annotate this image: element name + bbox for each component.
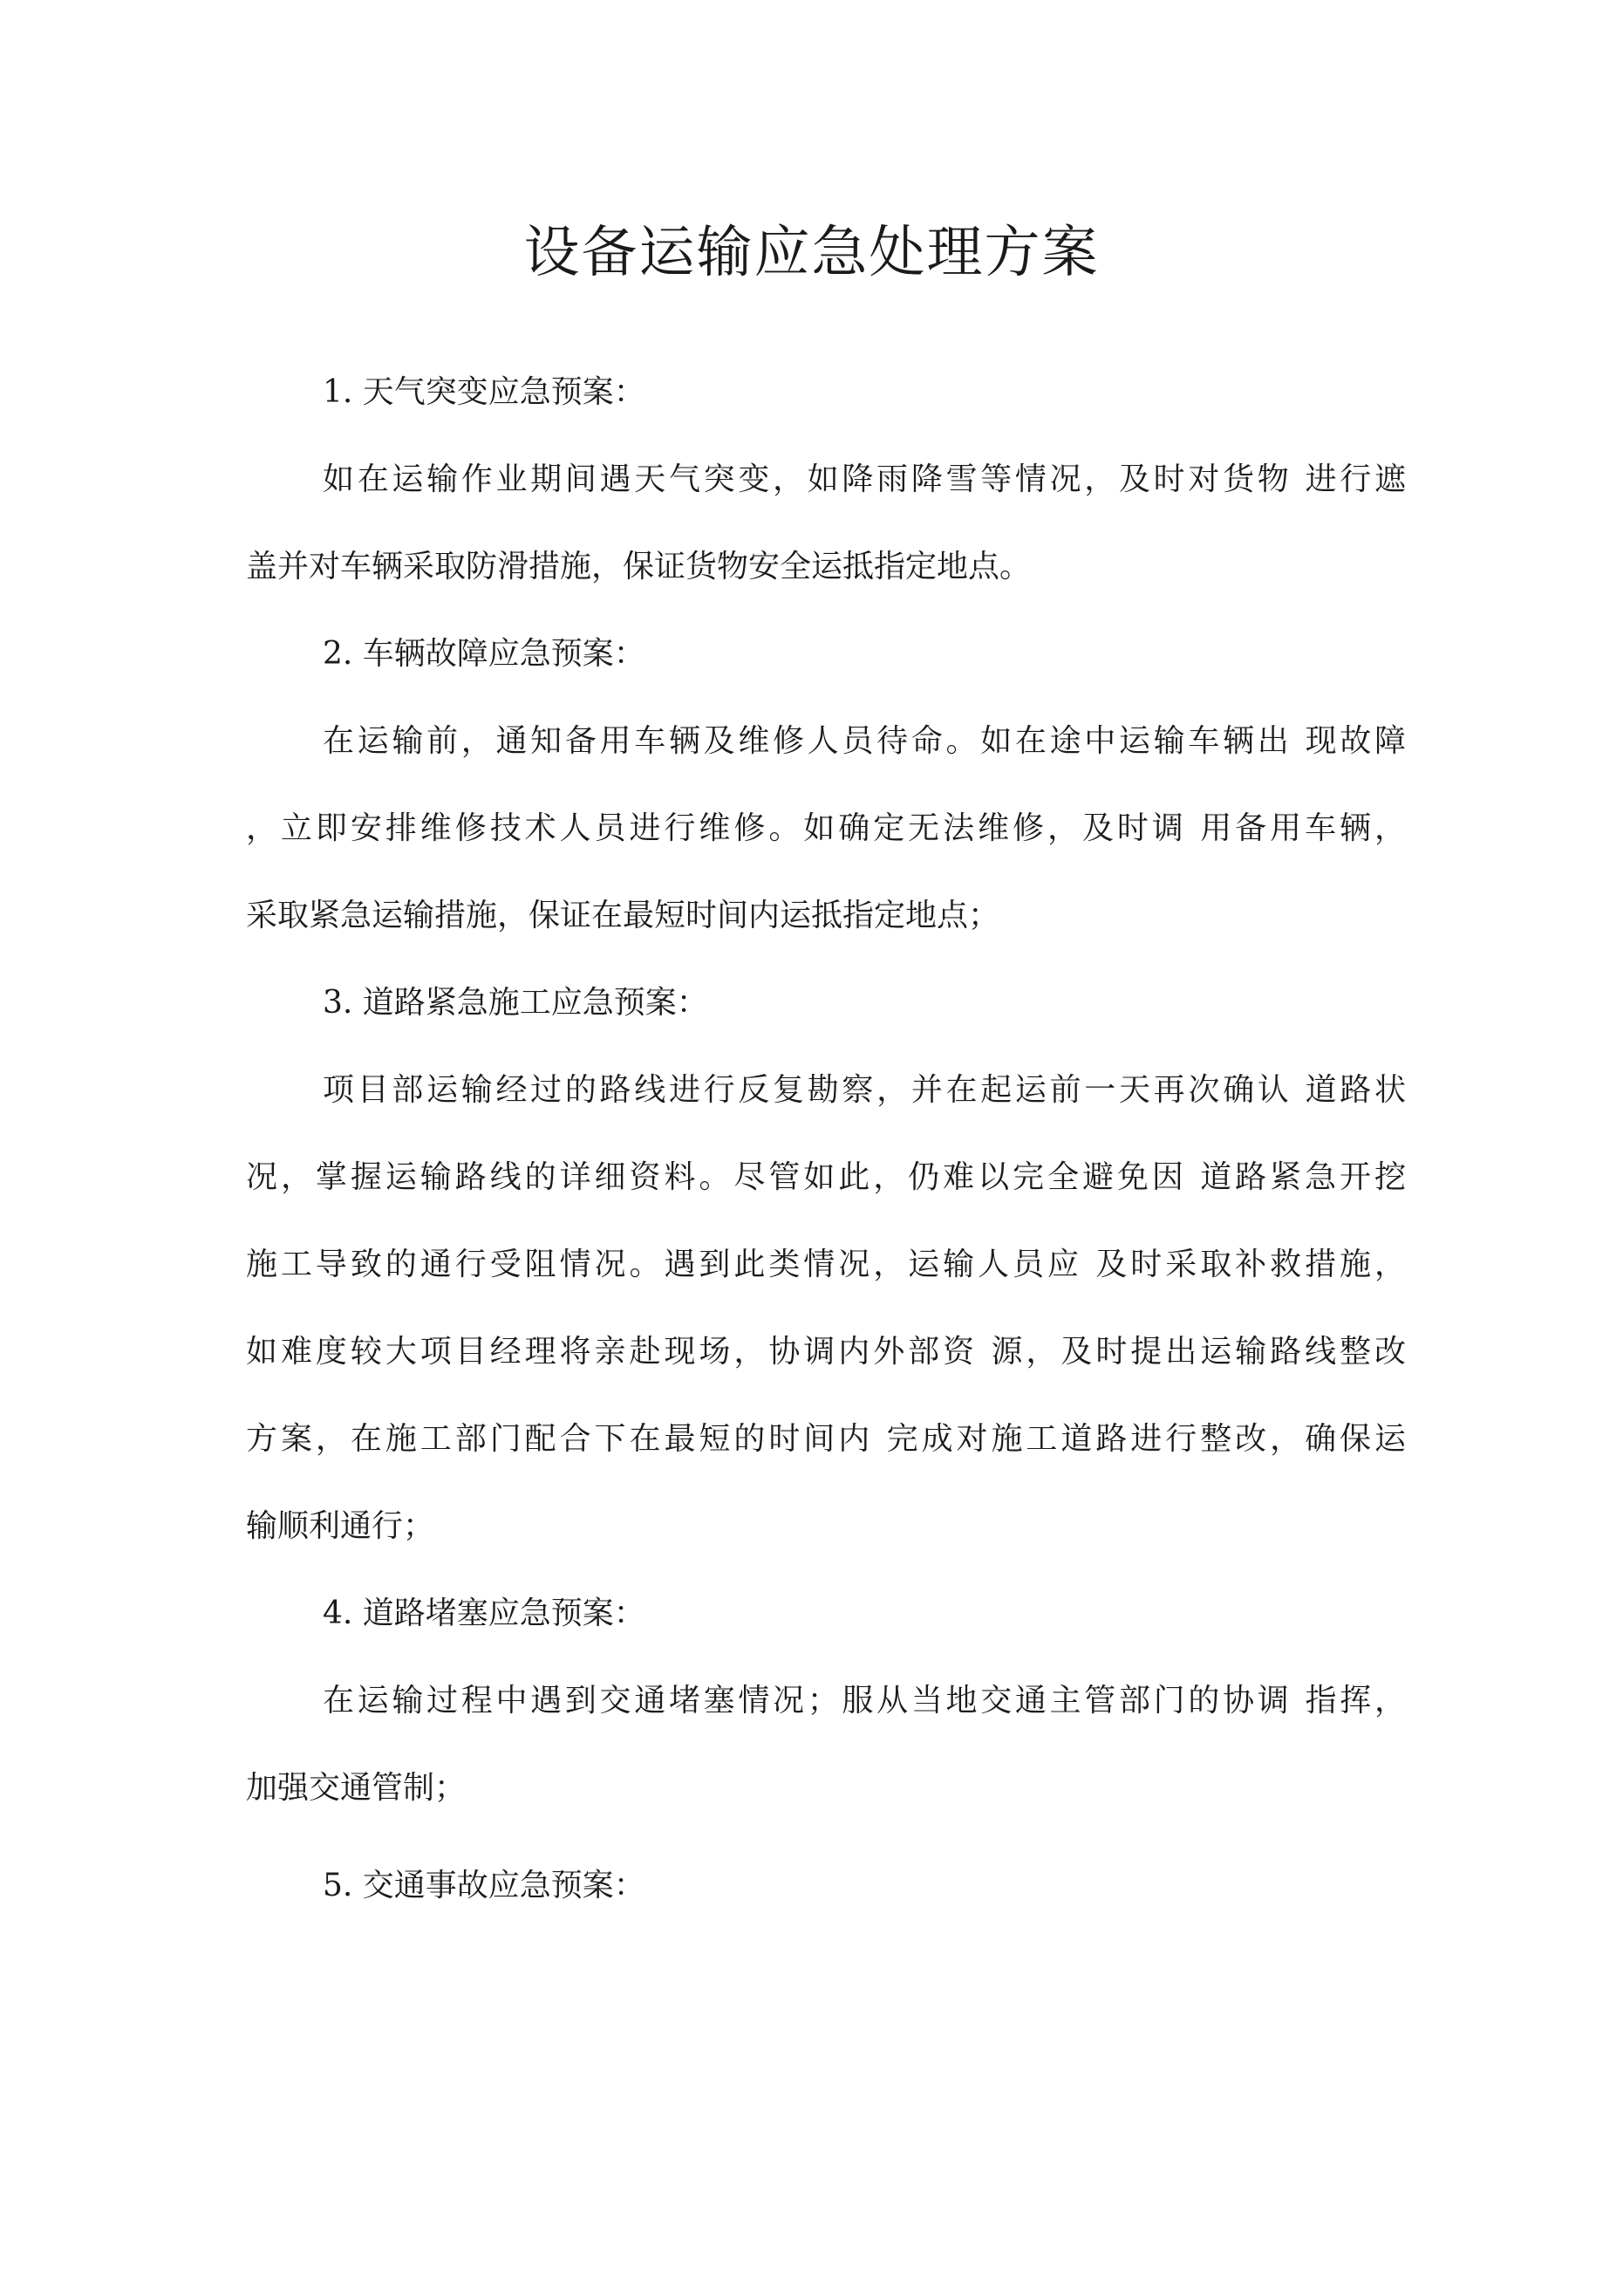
section-3-heading: [246, 960, 1406, 1047]
body-line: 在运输过程中遇到交通堵塞情况；服从当地交通主管部门的协调 指挥，: [323, 1683, 1406, 1719]
section-2-body: [246, 698, 1406, 960]
section-heading: 3. 道路紧急施工应急预案：: [323, 985, 708, 1021]
section-4-body: [246, 1657, 1406, 1832]
document-title: 设备运输应急处理方案: [523, 221, 1100, 285]
body-line: 在运输前，通知备用车辆及维修人员待命。如在途中运输车辆出 现故障: [323, 723, 1406, 759]
body-line: 加强交通管制；: [246, 1770, 467, 1806]
body-line: 盖并对车辆采取防滑措施，保证货物安全运抵指定地点。: [246, 549, 1032, 584]
section-heading: 1. 天气突变应急预案：: [323, 374, 645, 410]
section-heading: 2. 车辆故障应急预案：: [323, 636, 645, 672]
section-4-heading: [246, 1570, 1406, 1657]
section-heading: 5. 交通事故应急预案：: [323, 1868, 645, 1903]
body-line: 如在运输作业期间遇天气突变，如降雨降雪等情况，及时对货物 进行遮: [323, 461, 1406, 497]
body-line: 项目部运输经过的路线进行反复勘察，并在起运前一天再次确认 道路状: [323, 1072, 1406, 1108]
section-1-body: [246, 436, 1406, 611]
body-line: 输顺利通行；: [246, 1508, 435, 1544]
body-line: 如难度较大项目经理将亲赴现场，协调内外部资 源，及时提出运输路线整改: [246, 1334, 1406, 1370]
body-line: 方案，在施工部门配合下在最短的时间内 完成对施工道路进行整改，确保运: [246, 1421, 1406, 1457]
section-2-heading: [246, 611, 1406, 698]
section-1-heading: [246, 349, 1406, 436]
section-5-heading: [246, 1842, 1406, 1930]
body-line: 况，掌握运输路线的详细资料。尽管如此，仍难以完全避免因 道路紧急开挖: [246, 1159, 1406, 1195]
body-line: ，立即安排维修技术人员进行维修。如确定无法维修，及时调 用备用车辆，: [246, 810, 1406, 846]
section-heading: 4. 道路堵塞应急预案：: [323, 1596, 645, 1631]
section-3-body: [246, 1047, 1406, 1570]
body-line: 施工导致的通行受阻情况。遇到此类情况，运输人员应 及时采取补救措施，: [246, 1247, 1406, 1282]
body-line: 采取紧急运输措施，保证在最短时间内运抵指定地点；: [246, 898, 1000, 933]
